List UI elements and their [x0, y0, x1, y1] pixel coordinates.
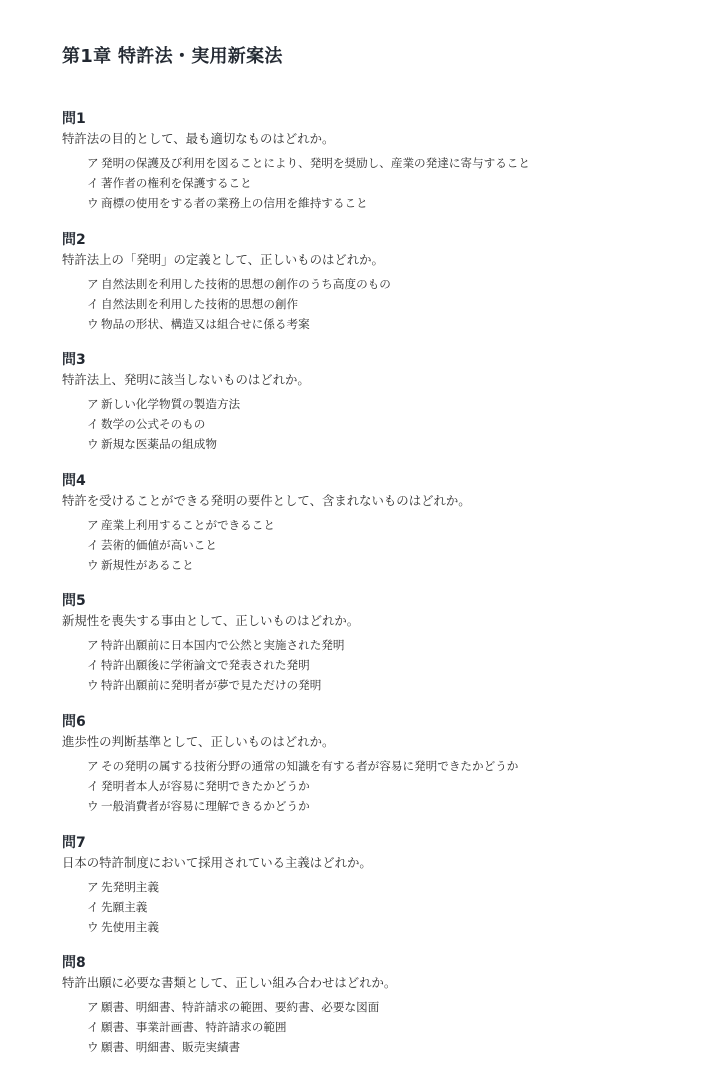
choice-list [87, 394, 702, 454]
question-text: 特許法の目的として、最も適切なものはどれか。 [62, 131, 335, 146]
choice-text: 芸術的価値が高いこと [101, 537, 217, 552]
choice-mark: ウ [87, 678, 99, 693]
choice-item [87, 655, 702, 675]
choice-mark: ア [87, 1000, 99, 1015]
choice-text: 商標の使用をする者の業務上の信用を維持すること [101, 196, 368, 210]
choice-item [87, 394, 702, 414]
choice-mark: ア [87, 276, 99, 291]
choice-text: 自然法則を利用した技術的思想の創作 [101, 296, 299, 311]
choice-mark: イ [87, 658, 99, 673]
choice-item [87, 314, 702, 334]
choice-mark: イ [87, 778, 99, 793]
choice-list [87, 153, 702, 213]
choice-text: 発明者本人が容易に発明できたかどうか [101, 778, 310, 793]
choice-mark: イ [87, 176, 99, 190]
question-block [62, 231, 702, 352]
choice-item [87, 796, 702, 816]
choice-text: 特許出願前に発明者が夢で見ただけの発明 [101, 678, 322, 693]
question-text: 進歩性の判断基準として、正しいものはどれか。 [62, 733, 335, 749]
choice-mark: ウ [87, 196, 99, 210]
choice-text: 発明の保護及び利用を図ることにより、発明を奨励し、産業の発達に寄与すること [101, 156, 530, 170]
question-block [62, 472, 702, 593]
question-text: 新規性を喪失する事由として、正しいものはどれか。 [62, 613, 360, 629]
question-number: 問4 [62, 472, 86, 489]
choice-item [87, 414, 702, 434]
choice-text: 物品の形状、構造又は組合せに係る考案 [101, 316, 310, 331]
choice-list [87, 515, 702, 575]
choice-mark: イ [87, 899, 99, 914]
choice-item [87, 193, 702, 213]
question-text: 特許出願に必要な書類として、正しい組み合わせはどれか。 [62, 975, 397, 991]
choice-text: 自然法則を利用した技術的思想の創作のうち高度のもの [101, 276, 391, 291]
chapter-title: 第1章 特許法・実用新案法 [62, 46, 283, 67]
question-list [62, 110, 702, 1075]
choice-mark: イ [87, 417, 99, 432]
question-block [62, 834, 702, 955]
choice-text: その発明の属する技術分野の通常の知識を有する者が容易に発明できたかどうか [101, 758, 519, 773]
choice-item [87, 153, 702, 173]
choice-item [87, 675, 702, 695]
choice-item [87, 635, 702, 655]
choice-mark: ア [87, 758, 99, 773]
choice-mark: ウ [87, 1040, 99, 1055]
question-number: 問6 [62, 713, 86, 730]
choice-item [87, 173, 702, 193]
question-number: 問1 [62, 111, 86, 127]
choice-mark: ウ [87, 437, 99, 452]
question-text: 特許を受けることができる発明の要件として、含まれないものはどれか。 [62, 492, 471, 508]
choice-text: 新規な医薬品の組成物 [101, 437, 217, 452]
choice-item [87, 756, 702, 776]
choice-text: 願書、明細書、特許請求の範囲、要約書、必要な図面 [101, 1000, 380, 1015]
choice-item [87, 1037, 702, 1057]
question-number: 問8 [62, 955, 86, 972]
choice-text: 一般消費者が容易に理解できるかどうか [101, 798, 310, 813]
choice-item [87, 294, 702, 314]
choice-item [87, 434, 702, 454]
question-number: 問2 [62, 231, 86, 248]
choice-text: 新しい化学物質の製造方法 [101, 397, 241, 412]
choice-list [87, 274, 702, 334]
choice-text: 先使用主義 [101, 919, 159, 934]
question-number: 問5 [62, 593, 86, 610]
choice-mark: ア [87, 638, 99, 653]
choice-mark: ア [87, 879, 99, 894]
choice-item [87, 515, 702, 535]
choice-text: 願書、事業計画書、特許請求の範囲 [101, 1020, 287, 1035]
question-number: 問3 [62, 352, 86, 369]
choice-mark: ア [87, 156, 99, 170]
choice-list [87, 635, 702, 695]
choice-mark: ウ [87, 557, 99, 572]
question-block [62, 713, 702, 834]
question-text: 特許法上、発明に該当しないものはどれか。 [62, 372, 310, 388]
choice-text: 著作者の権利を保護すること [101, 176, 252, 190]
choice-mark: イ [87, 296, 99, 311]
choice-text: 願書、明細書、販売実績書 [101, 1040, 241, 1055]
choice-item [87, 897, 702, 917]
choice-text: 先発明主義 [101, 879, 159, 894]
choice-item [87, 997, 702, 1017]
question-number: 問7 [62, 834, 86, 851]
question-block [62, 351, 702, 472]
choice-text: 特許出願前に日本国内で公然と実施された発明 [101, 638, 345, 653]
choice-mark: ア [87, 397, 99, 412]
question-block [62, 592, 702, 713]
choice-item [87, 535, 702, 555]
choice-item [87, 917, 702, 937]
choice-text: 産業上利用することができること [101, 517, 275, 532]
choice-mark: ウ [87, 919, 99, 934]
choice-list [87, 756, 702, 816]
choice-text: 先願主義 [101, 899, 148, 914]
choice-item [87, 274, 702, 294]
question-text: 特許法上の「発明」の定義として、正しいものはどれか。 [62, 251, 384, 267]
choice-item [87, 877, 702, 897]
choice-list [87, 997, 702, 1057]
choice-text: 特許出願後に学術論文で発表された発明 [101, 658, 310, 673]
choice-item [87, 776, 702, 796]
question-block [62, 954, 702, 1075]
choice-text: 新規性があること [101, 557, 194, 572]
choice-list [87, 877, 702, 937]
choice-mark: イ [87, 537, 99, 552]
choice-text: 数学の公式そのもの [101, 417, 206, 432]
choice-mark: ウ [87, 798, 99, 813]
question-text: 日本の特許制度において採用されている主義はどれか。 [62, 854, 372, 870]
question-block [62, 110, 702, 231]
choice-mark: ウ [87, 316, 99, 331]
choice-mark: ア [87, 517, 99, 532]
choice-mark: イ [87, 1020, 99, 1035]
choice-item [87, 1017, 702, 1037]
choice-item [87, 555, 702, 575]
